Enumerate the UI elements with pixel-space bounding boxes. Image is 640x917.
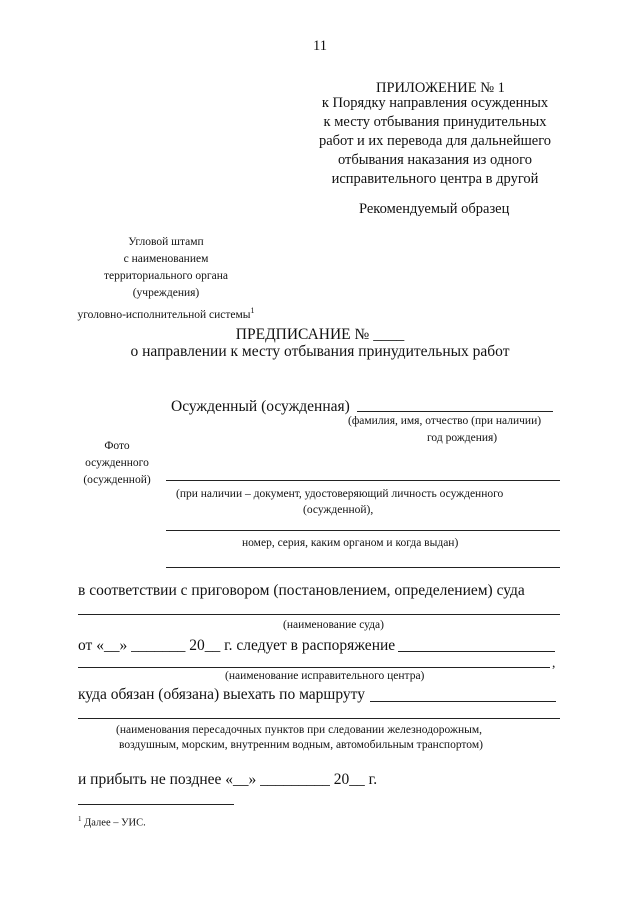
stamp-line: уголовно-исполнительной системы$^1$ xyxy=(77,306,255,321)
sample-label: Рекомендуемый образец xyxy=(359,201,510,217)
document-hint: номер, серия, каким органом и когда выдан) xyxy=(242,537,459,549)
footnote-text: Далее – УИС. xyxy=(84,817,146,829)
route-field xyxy=(370,701,556,702)
appendix-text xyxy=(300,94,570,189)
recipient-field xyxy=(398,651,555,652)
photo-line: Фото xyxy=(104,440,130,452)
stamp-line: Угловой штамп xyxy=(128,236,204,248)
document-field xyxy=(166,480,560,481)
stamp-line: с наименованием xyxy=(123,253,209,265)
convict-name-field xyxy=(357,411,553,412)
route-field-2 xyxy=(78,718,560,719)
page-number: 11 xyxy=(313,38,327,54)
convict-hint: (фамилия, имя, отчество (при наличии) xyxy=(348,415,542,427)
arrival-text: и прибыть не позднее «__» _________ 20__ г. xyxy=(78,771,378,788)
center-field xyxy=(78,667,550,668)
appendix-line: отбывания наказания из одного xyxy=(337,152,533,168)
convict-label: Осужденный (осужденная) xyxy=(171,398,350,415)
order-date-text: от «__» _______ 20__ г. следует в распоряжение xyxy=(78,637,396,654)
document-subtitle: о направлении к месту отбывания принудительных работ xyxy=(130,343,510,360)
footnote-marker: 1 xyxy=(78,815,82,823)
appendix-line: работ и их перевода для дальнейшего xyxy=(318,133,552,149)
document-hint: (осужденной), xyxy=(303,504,374,516)
document-title: ПРЕДПИСАНИЕ № ____ xyxy=(235,326,405,343)
sentence-text: в соответствии с приговором (постановлением, определением) суда xyxy=(78,582,525,599)
appendix-line: к Порядку направления осужденных xyxy=(321,95,549,111)
footnote-ref: 1 xyxy=(250,306,255,315)
route-text: куда обязан (обязана) выехать по маршруту xyxy=(78,686,365,703)
footnote-separator xyxy=(78,804,234,805)
appendix-line: к месту отбывания принудительных xyxy=(323,114,547,130)
photo-line: осужденного xyxy=(85,457,149,469)
footnote xyxy=(78,815,146,829)
document-extra-field xyxy=(166,567,560,568)
center-hint: (наименование исправительного центра) xyxy=(225,670,425,682)
court-field xyxy=(78,614,560,615)
court-hint: (наименование суда) xyxy=(283,619,384,631)
corner-stamp xyxy=(66,234,266,324)
photo-line: (осужденной) xyxy=(83,474,151,486)
appendix-line: исправительного центра в другой xyxy=(331,171,539,187)
route-hint: (наименования пересадочных пунктов при следовании железнодорожным, xyxy=(116,724,482,736)
photo-placeholder xyxy=(62,438,172,489)
route-hint: воздушным, морским, внутренним водным, автомобильным транспортом) xyxy=(119,739,483,751)
document-hint: (при наличии – документ, удостоверяющий личность осужденного xyxy=(176,488,504,500)
stamp-line: территориального органа xyxy=(103,270,229,282)
stamp-line: (учреждения) xyxy=(132,287,200,299)
convict-hint: год рождения) xyxy=(427,432,498,444)
comma: , xyxy=(552,655,556,670)
appendix-title: ПРИЛОЖЕНИЕ № 1 xyxy=(376,80,505,96)
document-number-field xyxy=(166,530,560,531)
